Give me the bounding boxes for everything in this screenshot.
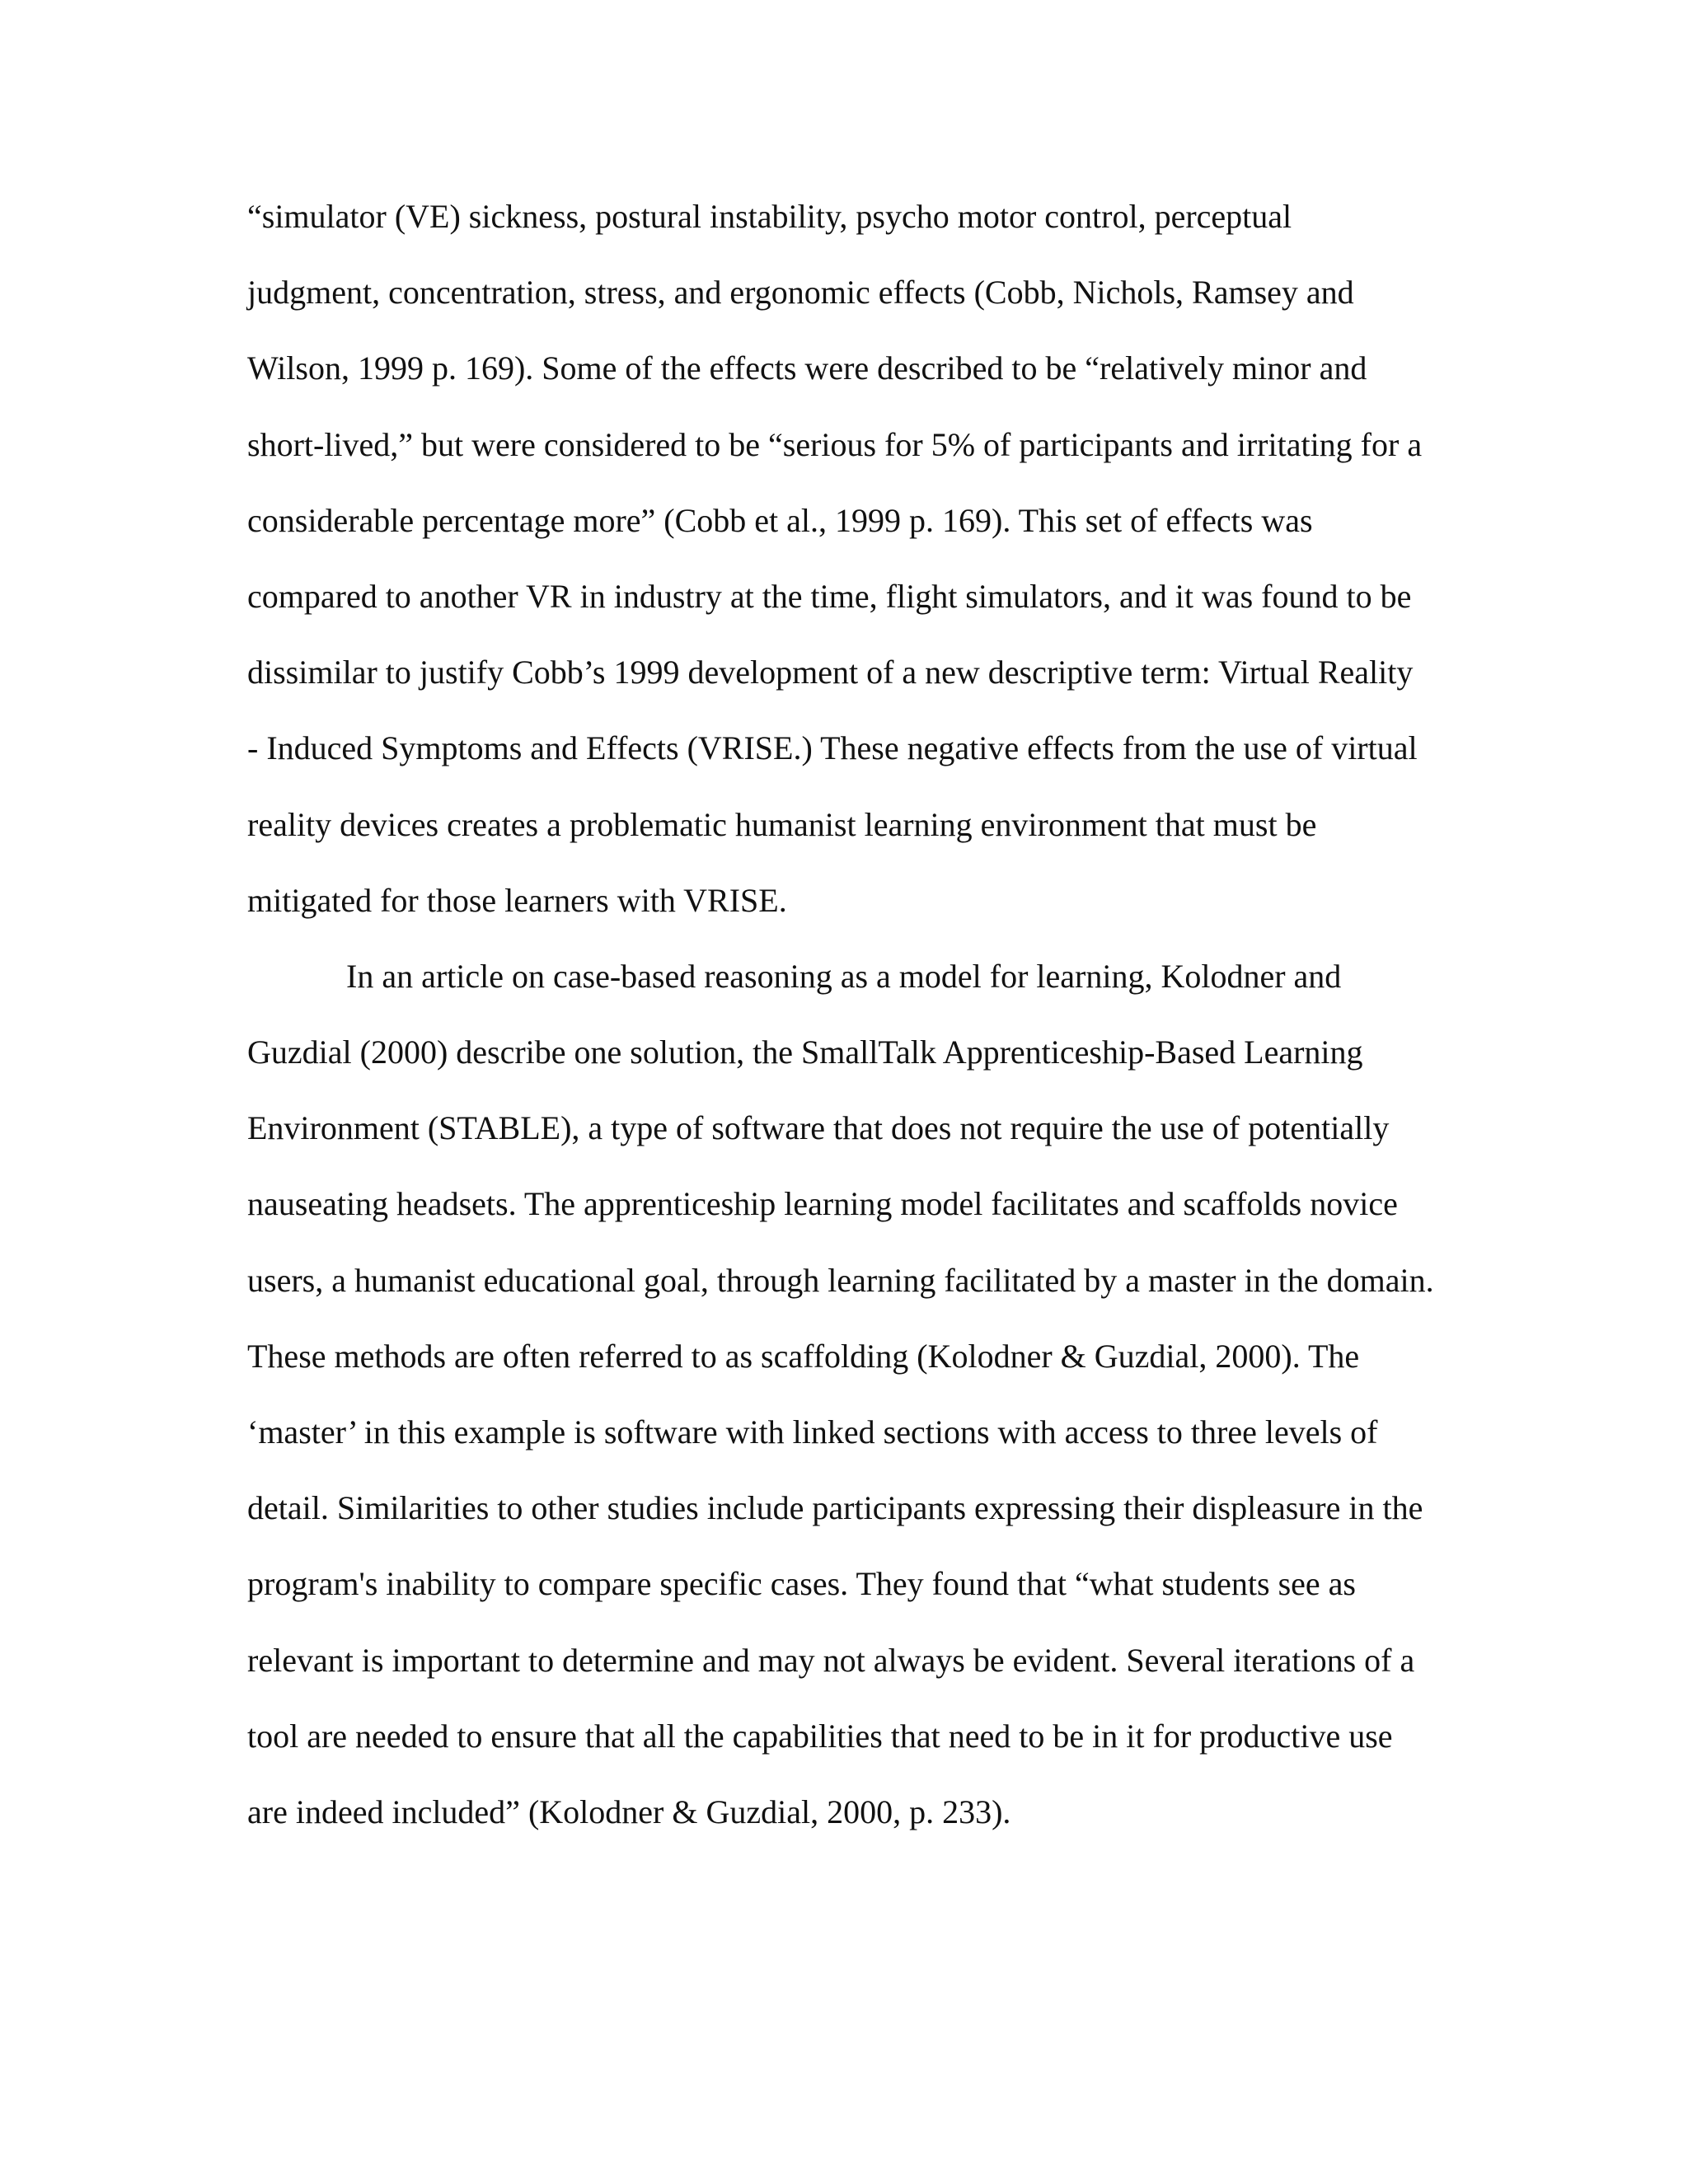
text-line: relevant is important to determine and may not always be evident. Several iterations of a: [247, 1641, 1415, 1679]
text-line: tool are needed to ensure that all the capabilities that need to be in it for productive use: [247, 1717, 1393, 1755]
text-line: dissimilar to justify Cobb’s 1999 development of a new descriptive term: Virtual Reality: [247, 654, 1414, 691]
text-line: are indeed included” (Kolodner & Guzdial, 2000, p. 233).: [247, 1793, 1011, 1830]
text-line: considerable percentage more” (Cobb et al., 1999 p. 169). This set of effects was: [247, 501, 1313, 539]
paragraph-2: [247, 951, 1451, 1863]
body-text: [247, 191, 1451, 1863]
text-line: - Induced Symptoms and Effects (VRISE.) These negative effects from the use of virtual: [247, 729, 1418, 767]
text-line: short-lived,” but were considered to be “serious for 5% of participants and irritating for a: [247, 425, 1423, 463]
text-line: These methods are often referred to as scaffolding (Kolodner & Guzdial, 2000). The: [247, 1337, 1360, 1375]
text-line: Wilson, 1999 p. 169). Some of the effects were described to be “relatively minor and: [247, 349, 1367, 387]
text-line: Environment (STABLE), a type of software that does not require the use of potentially: [247, 1109, 1390, 1147]
text-line: Guzdial (2000) describe one solution, the SmallTalk Apprenticeship-Based Learning: [247, 1033, 1363, 1071]
text-line: users, a humanist educational goal, through learning facilitated by a master in the domain.: [247, 1261, 1434, 1299]
text-line: detail. Similarities to other studies include participants expressing their displeasure in the: [247, 1489, 1423, 1527]
text-line: ‘master’ in this example is software with linked sections with access to three levels of: [247, 1413, 1378, 1451]
paragraph-1: [247, 191, 1451, 951]
text-line: reality devices creates a problematic humanist learning environment that must be: [247, 805, 1317, 843]
text-line: nauseating headsets. The apprenticeship learning model facilitates and scaffolds novice: [247, 1185, 1398, 1223]
text-line: compared to another VR in industry at the time, flight simulators, and it was found to be: [247, 577, 1412, 615]
text-line: judgment, concentration, stress, and ergonomic effects (Cobb, Nichols, Ramsey and: [247, 274, 1354, 312]
text-line: program's inability to compare specific cases. They found that “what students see as: [247, 1565, 1356, 1603]
text-line: mitigated for those learners with VRISE.: [247, 881, 787, 919]
text-line-first-indented: In an article on case-based reasoning as a model for learning, Kolodner and: [346, 957, 1342, 995]
text-line: “simulator (VE) sickness, postural instability, psycho motor control, perceptual: [247, 198, 1292, 235]
